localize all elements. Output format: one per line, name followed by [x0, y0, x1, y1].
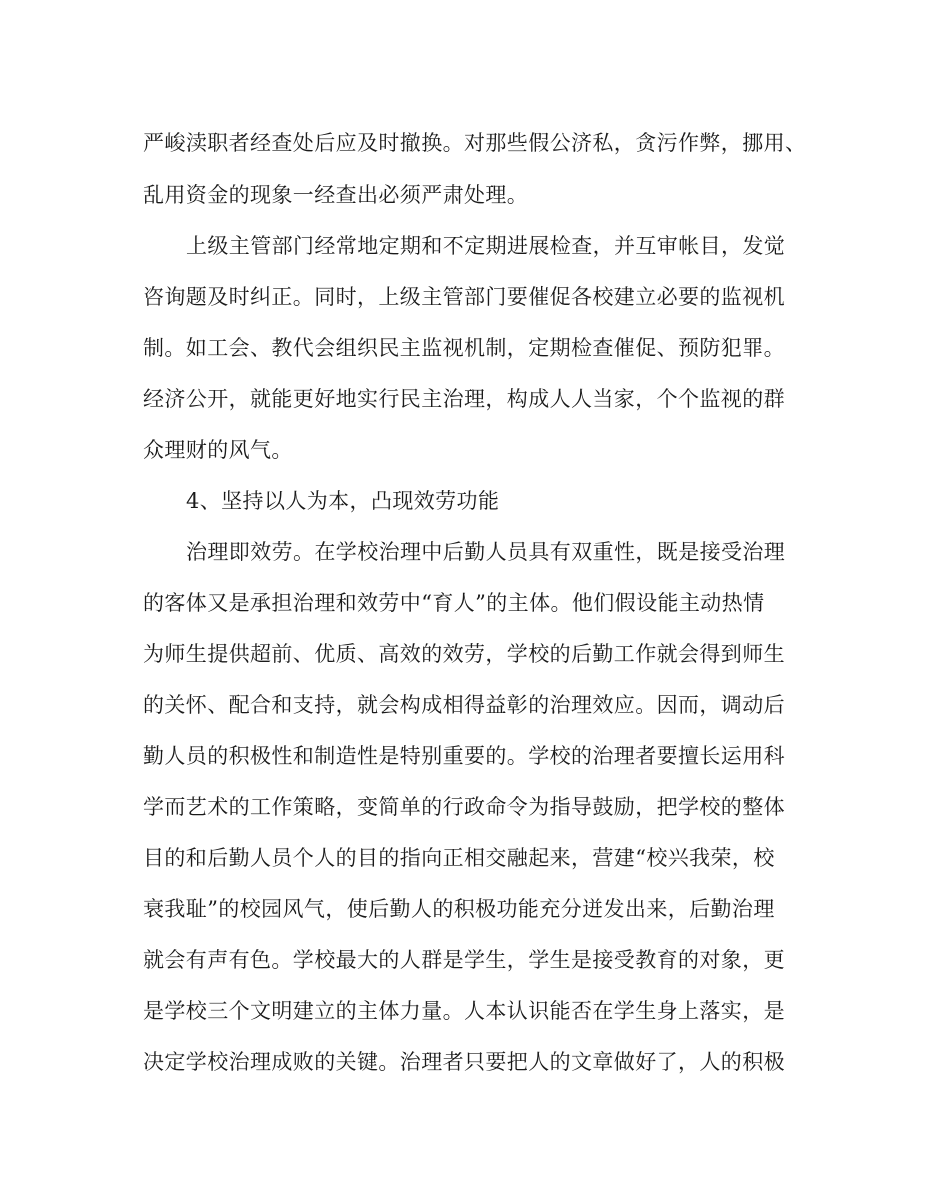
text-line-7: 众理财的风气。 [143, 438, 293, 462]
text-line-4: 咨询题及时纠正。同时，上级主管部门要催促各校建立必要的监视机 [143, 285, 785, 309]
text-line-6: 经济公开，就能更好地实行民主治理，构成人人当家，个个监视的群 [143, 387, 785, 411]
text-line-16: 衰我耻”的校园风气，使后勤人的积极功能充分迸发出来，后勤治理 [143, 897, 775, 921]
text-line-10: 的客体又是承担治理和效劳中“育人”的主体。他们假设能主动热情 [143, 591, 765, 615]
text-line-5: 制。如工会、教代会组织民主监视机制，定期检查催促、预防犯罪。 [143, 336, 785, 360]
text-line-17: 就会有声有色。学校最大的人群是学生，学生是接受教育的对象，更 [143, 948, 785, 972]
text-line-12: 的关怀、配合和支持，就会构成相得益彰的治理效应。因而，调动后 [143, 693, 785, 717]
text-line-19: 决定学校治理成败的关键。治理者只要把人的文章做好了，人的积极 [143, 1050, 785, 1074]
text-line-13: 勤人员的积极性和制造性是特别重要的。学校的治理者要擅长运用科 [143, 744, 785, 768]
text-line-2: 乱用资金的现象一经查出必须严肃处理。 [143, 183, 529, 207]
section-heading: 4、坚持以人为本，凸现效劳功能 [186, 489, 500, 513]
text-line-15: 目的和后勤人员个人的目的指向正相交融起来，营建“校兴我荣，校 [143, 846, 775, 870]
text-line-14: 学而艺术的工作策略，变简单的行政命令为指导鼓励，把学校的整体 [143, 795, 785, 819]
paragraph-start-line: 上级主管部门经常地定期和不定期进展检查，并互审帐目，发觉 [186, 234, 786, 258]
text-line-18: 是学校三个文明建立的主体力量。人本认识能否在学生身上落实，是 [143, 999, 785, 1023]
text-line-11: 为师生提供超前、优质、高效的效劳，学校的后勤工作就会得到师生 [143, 642, 785, 666]
text-line-1: 严峻渎职者经查处后应及时撤换。对那些假公济私，贪污作弊，挪用、 [143, 131, 807, 155]
paragraph-start-line: 治理即效劳。在学校治理中后勤人员具有双重性，既是接受治理 [186, 540, 786, 564]
